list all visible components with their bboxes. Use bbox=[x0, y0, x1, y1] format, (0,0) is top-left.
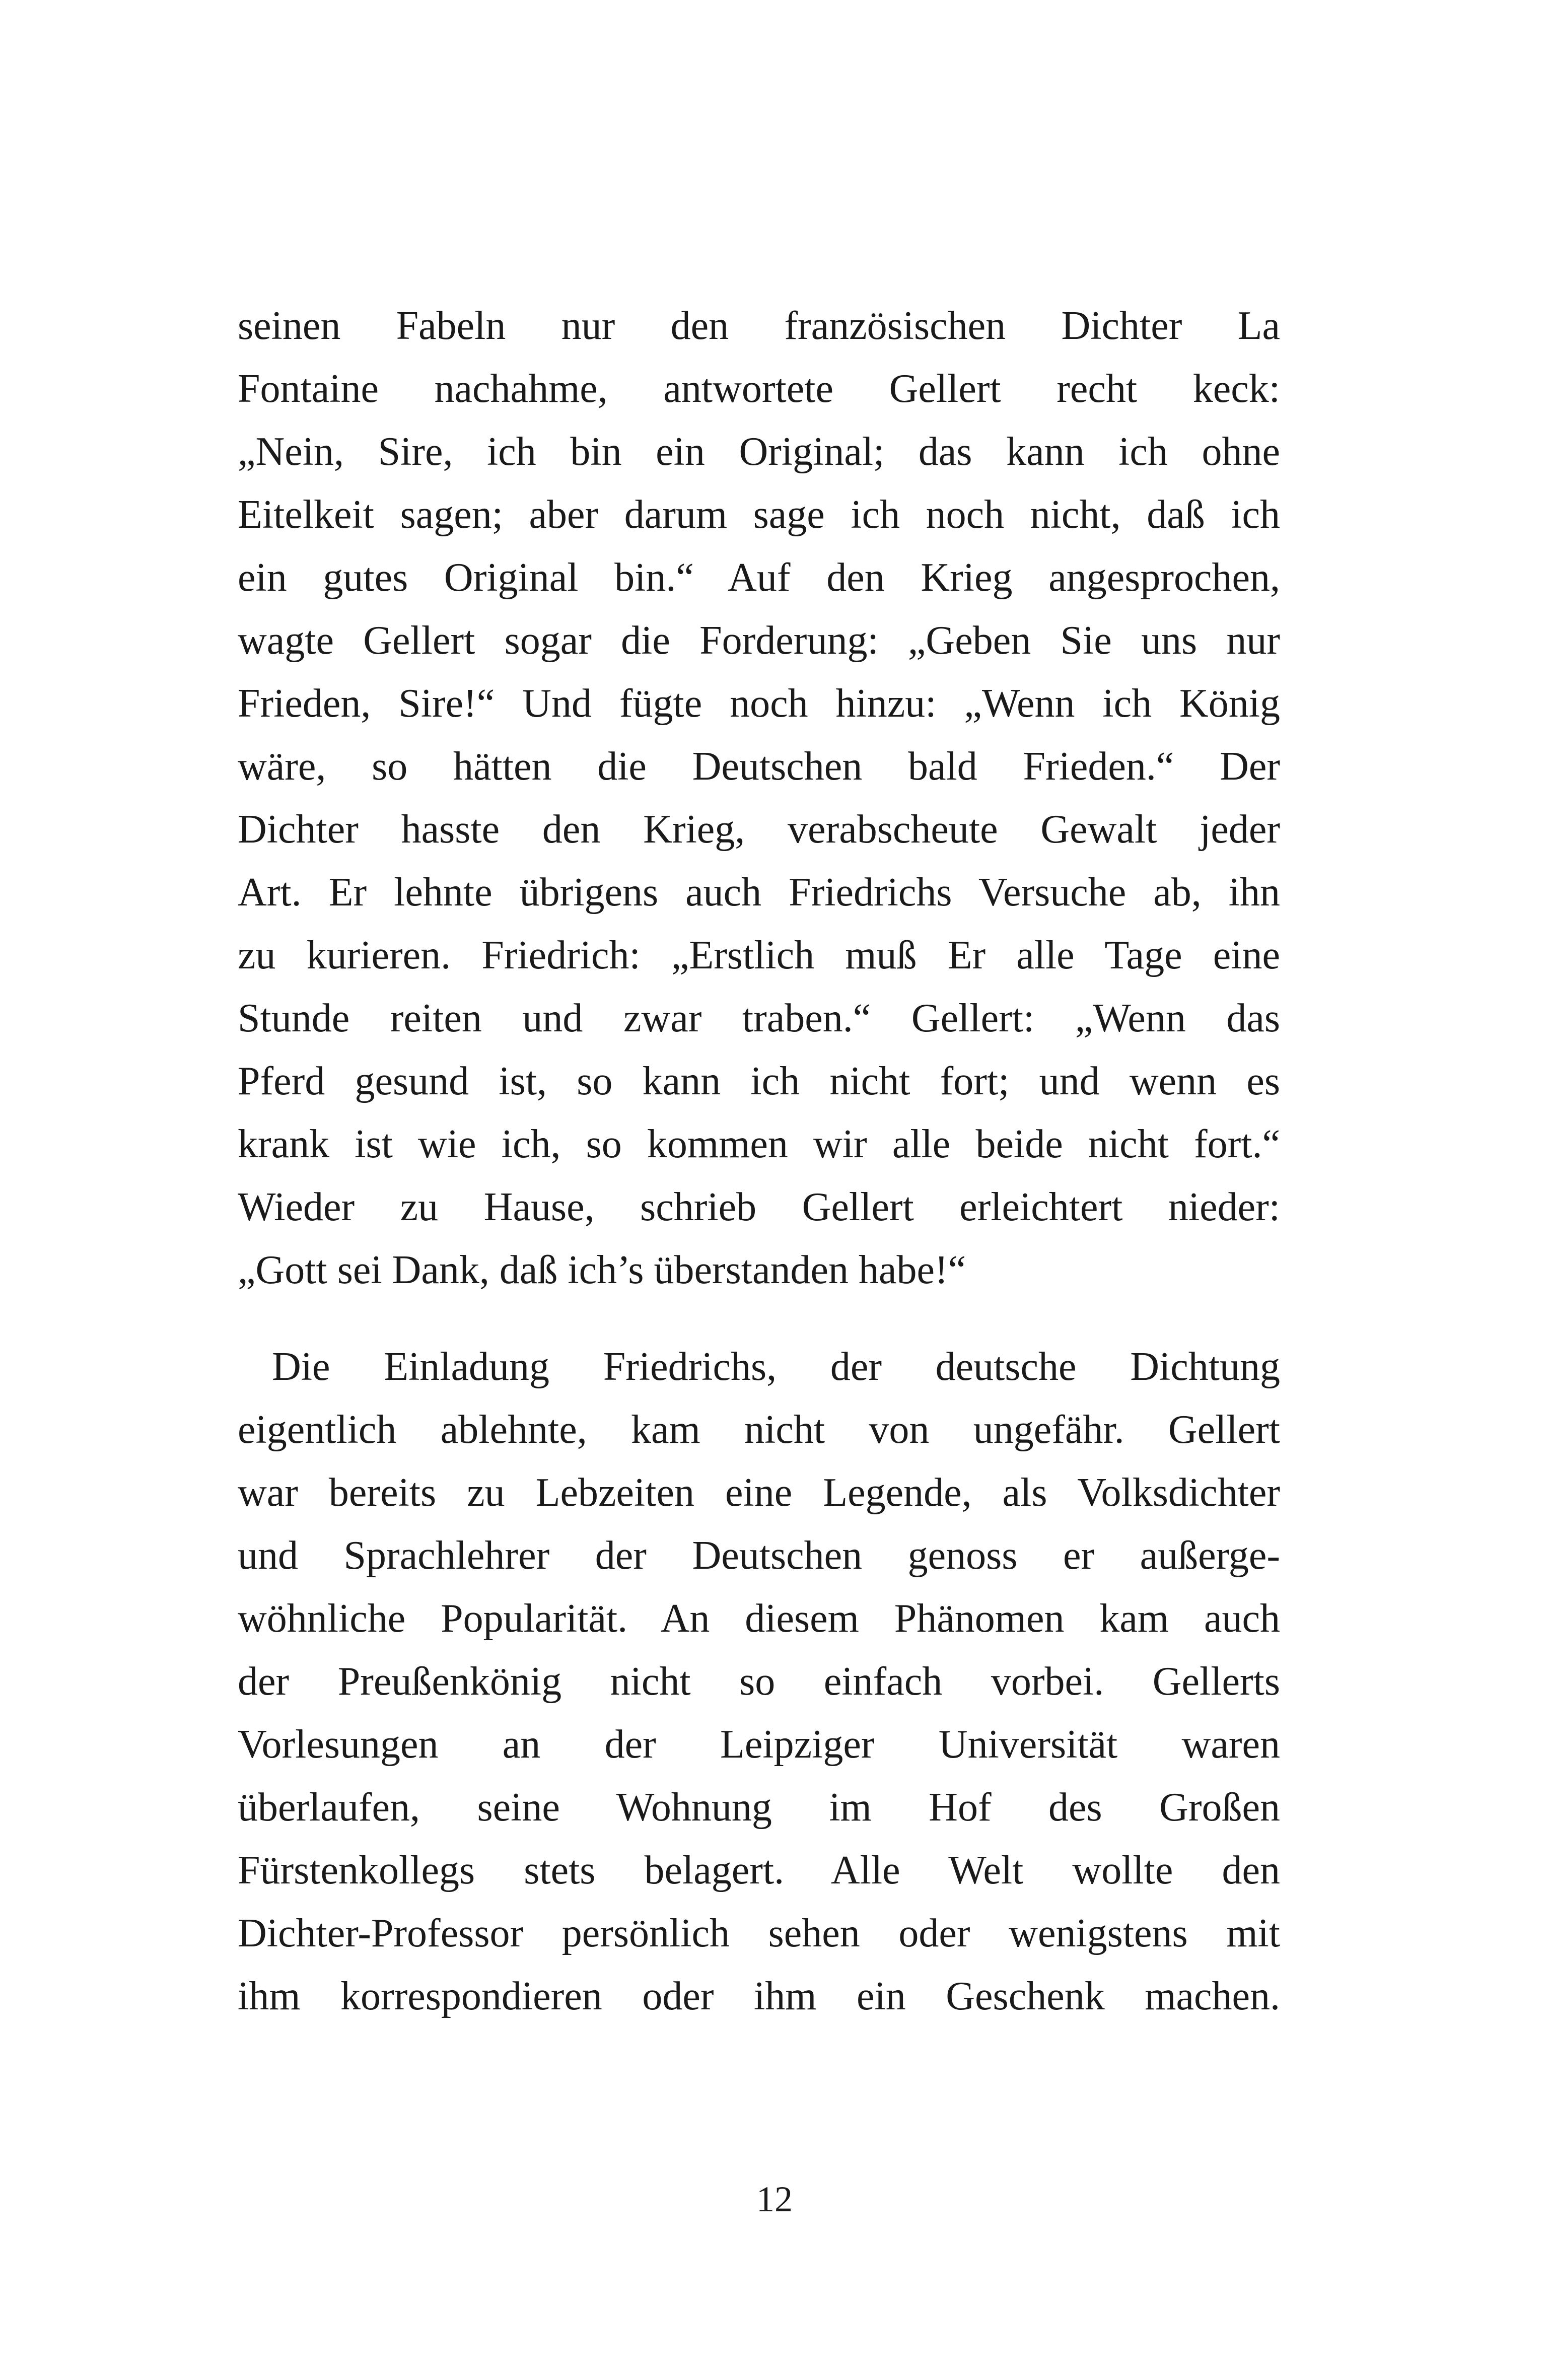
paragraph-line: Fontaine nachahme, antwortete Gellert recht keck: bbox=[238, 367, 1280, 411]
paragraph-line: war bereits zu Lebzeiten eine Legende, als Volksdichter bbox=[238, 1471, 1280, 1515]
paragraph-line: der Preußenkönig nicht so einfach vorbei. Gellerts bbox=[238, 1659, 1280, 1704]
paragraph-line: Dichter-Professor persönlich sehen oder wenigstens mit bbox=[238, 1911, 1280, 1955]
paragraph-line: wöhnliche Popularität. An diesem Phänomen kam auch bbox=[238, 1596, 1280, 1641]
paragraph-line: Frieden, Sire!“ Und fügte noch hinzu: „Wenn ich König bbox=[238, 681, 1280, 726]
paragraph-2 bbox=[238, 1336, 1280, 2028]
paragraph-line: wäre, so hätten die Deutschen bald Frieden.“ Der bbox=[238, 744, 1280, 789]
paragraph-line: „Nein, Sire, ich bin ein Original; das kann ich ohne bbox=[238, 430, 1280, 474]
paragraph-line: ein gutes Original bin.“ Auf den Krieg angesprochen, bbox=[238, 555, 1280, 600]
paragraph-line: Eitelkeit sagen; aber darum sage ich noch nicht, daß ich bbox=[238, 493, 1280, 537]
paragraph-line: Wieder zu Hause, schrieb Gellert erleichtert nieder: bbox=[238, 1185, 1280, 1229]
paragraph-line: Dichter hasste den Krieg, verabscheute Gewalt jeder bbox=[238, 807, 1280, 852]
paragraph-line: Vorlesungen an der Leipziger Universität waren bbox=[238, 1722, 1280, 1767]
paragraph-line: Fürstenkollegs stets belagert. Alle Welt wollte den bbox=[238, 1848, 1280, 1893]
paragraph-line: Art. Er lehnte übrigens auch Friedrichs Versuche ab, ihn bbox=[238, 870, 1280, 915]
page-number: 12 bbox=[756, 2179, 793, 2219]
paragraph-line: und Sprachlehrer der Deutschen genoss er außerge- bbox=[238, 1533, 1280, 1578]
paragraph-line: Die Einladung Friedrichs, der deutsche Dichtung bbox=[272, 1345, 1280, 1389]
paragraph-line: überlaufen, seine Wohnung im Hof des Großen bbox=[238, 1785, 1280, 1830]
paragraph-line: krank ist wie ich, so kommen wir alle beide nicht fort.“ bbox=[238, 1122, 1280, 1166]
paragraph-line: ihm korrespondieren oder ihm ein Geschenk machen. bbox=[238, 1974, 1280, 2018]
paragraph-line: zu kurieren. Friedrich: „Erstlich muß Er alle Tage eine bbox=[238, 933, 1280, 977]
paragraph-line: wagte Gellert sogar die Forderung: „Geben Sie uns nur bbox=[238, 618, 1280, 663]
paragraph-1 bbox=[238, 295, 1280, 1302]
paragraph-line: eigentlich ablehnte, kam nicht von ungefähr. Gellert bbox=[238, 1408, 1280, 1452]
paragraph-line: Pferd gesund ist, so kann ich nicht fort; und wenn es bbox=[238, 1059, 1280, 1103]
paragraph-line: Stunde reiten und zwar traben.“ Gellert: „Wenn das bbox=[238, 996, 1280, 1040]
paragraph-line: „Gott sei Dank, daß ich’s überstanden habe!“ bbox=[238, 1248, 966, 1292]
paragraph-line: seinen Fabeln nur den französischen Dichter La bbox=[238, 304, 1280, 348]
